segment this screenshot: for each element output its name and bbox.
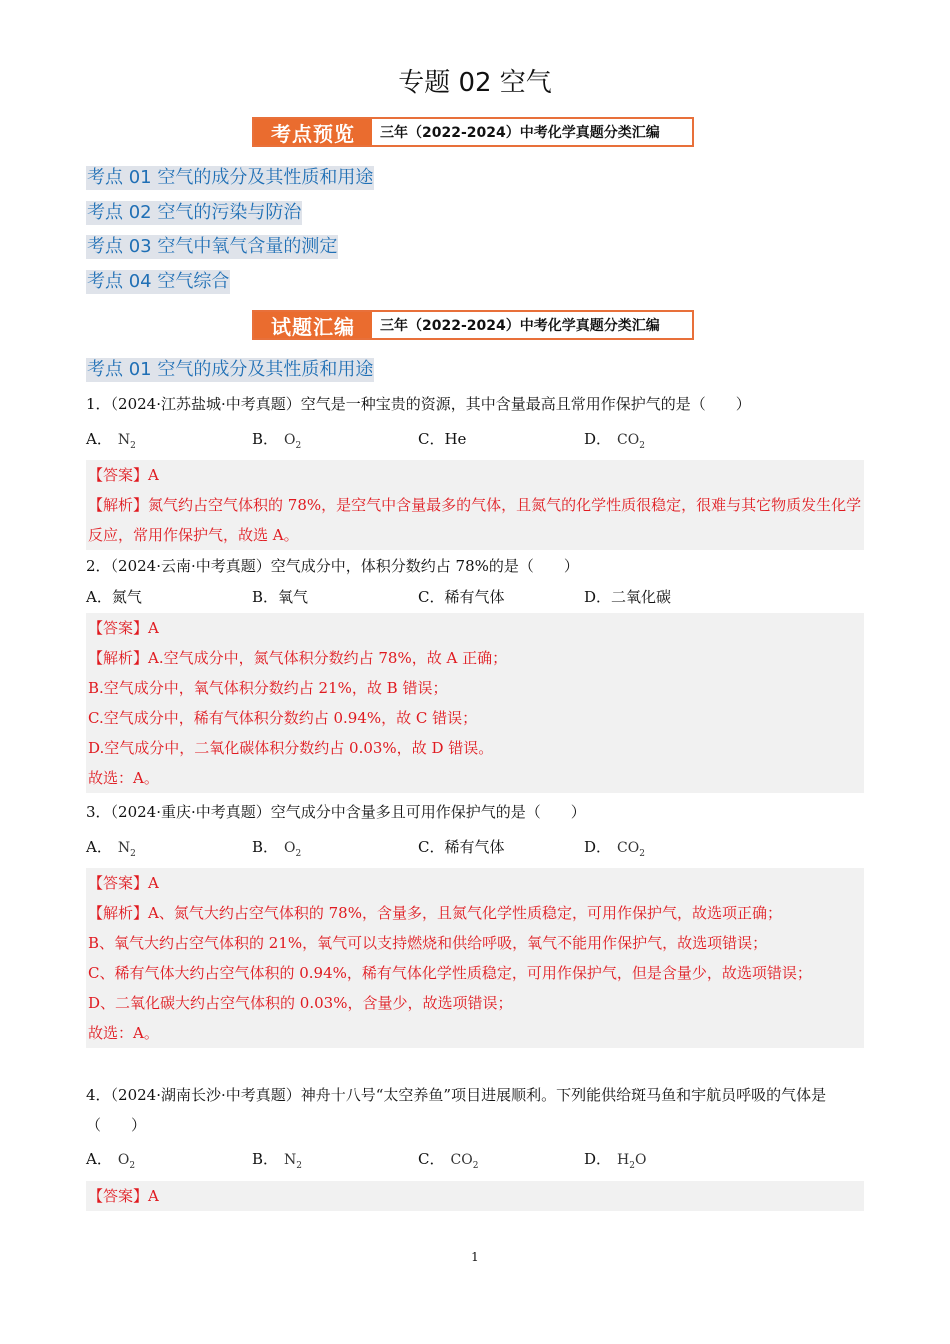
- toc-link-03[interactable]: 考点 03 空气中氧气含量的测定: [87, 236, 338, 257]
- question-3-stem: 3．（2024·重庆·中考真题）空气成分中含量多且可用作保护气的是（ ）: [86, 803, 586, 821]
- question-2-stem: 2．（2024·云南·中考真题）空气成分中，体积分数约占 78%的是（ ）: [86, 557, 579, 575]
- page-title: 专题 02 空气: [398, 68, 552, 98]
- section-heading[interactable]: 考点 01 空气的成分及其性质和用途: [87, 359, 374, 380]
- question-2-answer-box: [86, 613, 864, 793]
- analysis-line: 【解析】A.空气成分中，氮气体积分数约占 78%，故 A 正确；: [88, 649, 508, 667]
- toc-link-02[interactable]: 考点 02 空气的污染与防治: [87, 202, 302, 223]
- question-4-answer-box: [86, 1181, 864, 1211]
- question-1-answer-box: [86, 460, 864, 550]
- analysis-line: B.空气成分中，氧气体积分数约占 21%，故 B 错误；: [88, 679, 448, 697]
- analysis-line: 【解析】A、氮气大约占空气体积的 78%，含量多，且氮气化学性质稳定，可用作保护气，故选项正确；: [88, 904, 782, 922]
- option-c: C．He: [418, 430, 467, 448]
- analysis-line: 故选：A。: [88, 769, 159, 787]
- option-c: C．稀有气体: [418, 838, 505, 856]
- answer-line: 【答案】A: [88, 1187, 159, 1205]
- option-d: D． $CO_2$: [584, 430, 645, 451]
- analysis-line: D、二氧化碳大约占空气体积的 0.03%，含量少，故选项错误；: [88, 994, 513, 1012]
- answer-line: 【答案】A: [88, 466, 159, 484]
- option-b: B．氧气: [252, 588, 309, 606]
- question-4-stem: 4．（2024·湖南长沙·中考真题）神舟十八号“太空养鱼”项目进展顺利。下列能供给斑马鱼和宇航员呼吸的气体是（ ）: [86, 1086, 827, 1134]
- option-a: A．氮气: [86, 588, 142, 606]
- option-a: A． $O_2$: [86, 1150, 136, 1171]
- option-d: D． $H_2O$: [584, 1150, 647, 1171]
- toc-link-04[interactable]: 考点 04 空气综合: [87, 271, 230, 292]
- banner-subtitle: 三年（2022-2024）中考化学真题分类汇编: [380, 125, 660, 141]
- question-1-options: [86, 424, 862, 454]
- question-4-options: [86, 1144, 862, 1174]
- question-2-options: [86, 582, 862, 612]
- option-a: A． $N_2$: [86, 430, 136, 451]
- toc-link-01[interactable]: 考点 01 空气的成分及其性质和用途: [87, 167, 374, 188]
- question-1-stem: 1．（2024·江苏盐城·中考真题）空气是一种宝贵的资源，其中含量最高且常用作保护气的是（ ）: [86, 395, 751, 413]
- analysis-line: D.空气成分中，二氧化碳体积分数约占 0.03%，故 D 错误。: [88, 739, 494, 757]
- question-3-options: [86, 832, 862, 862]
- option-c: C． $CO_2$: [418, 1150, 479, 1171]
- question-3-answer-box: [86, 868, 864, 1048]
- section-banner-preview: [252, 117, 694, 147]
- analysis-line: B、氧气大约占空气体积的 21%，氧气可以支持燃烧和供给呼吸，氧气不能用作保护气，故选项错误；: [88, 934, 768, 952]
- option-d: D．二氧化碳: [584, 588, 672, 606]
- analysis-line: 故选：A。: [88, 1024, 159, 1042]
- option-d: D． $CO_2$: [584, 838, 645, 859]
- banner-subtitle: 三年（2022-2024）中考化学真题分类汇编: [380, 318, 660, 334]
- analysis-line: C.空气成分中，稀有气体积分数约占 0.94%，故 C 错误；: [88, 709, 478, 727]
- banner-tag: 试题汇编: [254, 312, 372, 338]
- analysis-line: 【解析】氮气约占空气体积的 78%，是空气中含量最多的气体，且氮气的化学性质很稳定，很难与其它物质发生化学反应，常用作保护气，故选 A。: [88, 496, 862, 544]
- option-b: B． $N_2$: [252, 1150, 303, 1171]
- banner-tag: 考点预览: [254, 119, 372, 145]
- answer-line: 【答案】A: [88, 874, 159, 892]
- page-number: 1: [471, 1250, 479, 1264]
- option-b: B． $O_2$: [252, 838, 302, 859]
- section-banner-questions: [252, 310, 694, 340]
- option-b: B． $O_2$: [252, 430, 302, 451]
- option-a: A． $N_2$: [86, 838, 136, 859]
- option-c: C．稀有气体: [418, 588, 505, 606]
- answer-line: 【答案】A: [88, 619, 159, 637]
- analysis-line: C、稀有气体大约占空气体积的 0.94%，稀有气体化学性质稳定，可用作保护气，但是含量少，故选项错误；: [88, 964, 812, 982]
